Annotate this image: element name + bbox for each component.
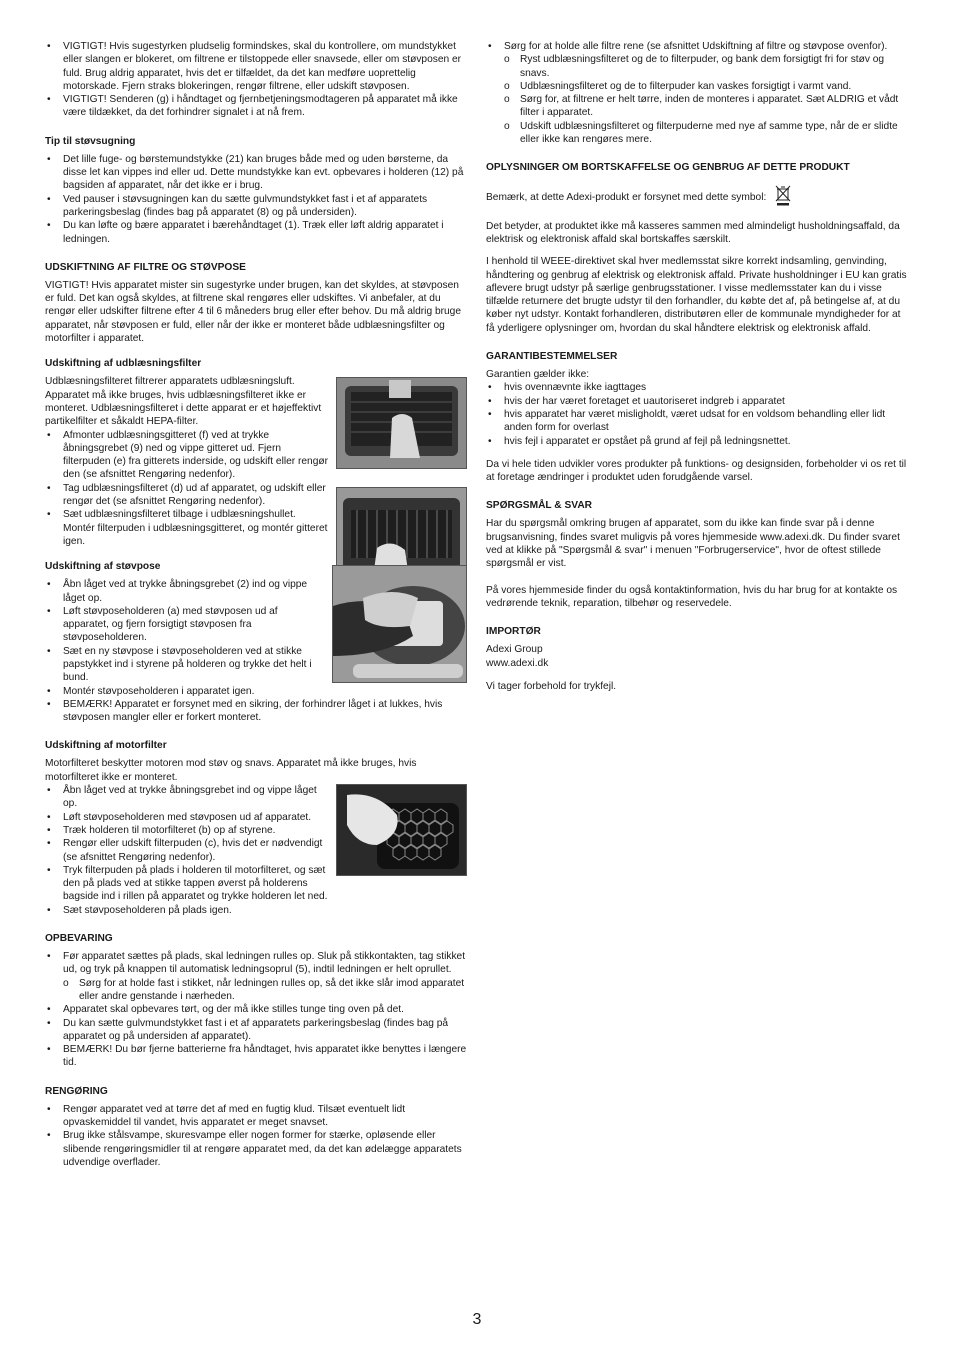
list-item: • Montér støvposeholderen i apparatet igen. <box>45 685 467 698</box>
list-item: • Du kan sætte gulvmundstykket fast i et af apparatets parkeringsbeslag (findes bag på apparatet og på undersiden af apparatet). <box>45 1017 467 1044</box>
list-item: • Afmonter udblæsningsgitteret (f) ved at trykke åbningsgrebet (9) ned og vippe gitteret ud. Fjern filterpuden (e) fra gitterets inderside, og udskift eller rengør den (se afsnittet Rengøring nedenfor). <box>45 429 467 482</box>
list-item: • Sæt en ny støvpose i støvposeholderen ved at stikke papstykket ind i styrene på holderen og trykke det helt i bund. <box>45 645 467 685</box>
filters-heading: UDSKIFTNING AF FILTRE OG STØVPOSE <box>45 261 246 273</box>
list-item: • Sæt udblæsningsfilteret tilbage i udblæsningshullet. Montér filterpuden i udblæsningsgitteret, og montér gitteret igen. <box>45 508 467 548</box>
qa-p2: På vores hjemmeside finder du også kontaktinformation, hvis du har brug for at kontakte os vedrørende teknik, reparation, tilbehør og reservedele. <box>486 584 898 609</box>
list-item: • Åbn låget ved at trykke åbningsgrebet ind og vippe låget op. <box>45 784 467 811</box>
storage-list-rest <box>45 1003 467 1069</box>
list-item: o Sørg for, at filtrene er helt tørre, inden de monteres i apparatet. Sæt ALDRIG et vådt filter i apparatet. <box>486 93 908 120</box>
list-item: • hvis der har været foretaget et uautoriseret indgreb i apparatet <box>486 395 908 408</box>
warranty-list <box>486 381 908 447</box>
list-item: • hvis ovennævnte ikke iagttages <box>486 381 908 394</box>
weee-bin-icon <box>775 184 791 210</box>
bag-heading: Udskiftning af støvpose <box>45 561 161 573</box>
storage-sublist <box>45 977 467 1004</box>
tip-heading: Tip til støvsugning <box>45 135 136 147</box>
exhaust-text: Udblæsningsfilteret filtrerer apparatets udblæsningsluft. Apparatet må ikke bruges, hvis udblæsningsfilteret ikke er monteret. Udblæsningsfilteret i dette apparat er et højeffektivt partikelfilter et såkaldt HEPA-filter. <box>45 376 322 428</box>
list-item: • Før apparatet sættes på plads, skal ledningen rulles op. Sluk på stikkontakten, tag stikket ud, og tryk på knappen til automatisk ledningsoprul (5), indtil ledningen er helt oprullet. <box>45 950 467 977</box>
warranty-heading: GARANTIBESTEMMELSER <box>486 351 618 363</box>
list-item: • Du kan løfte og bære apparatet i bærehåndtaget (1). Træk eller løft aldrig apparatet i ledningen. <box>45 219 467 246</box>
list-item: • BEMÆRK! Du bør fjerne batterierne fra håndtaget, hvis apparatet ikke benyttes i længere tid. <box>45 1043 467 1070</box>
list-item: • Sørg for at holde alle filtre rene (se afsnittet Udskiftning af filtre og støvpose ovenfor). <box>486 40 908 53</box>
bag-list <box>45 578 467 724</box>
exhaust-heading: Udskiftning af udblæsningsfilter <box>45 358 202 370</box>
qa-p1: Har du spørgsmål omkring brugen af apparatet, som du ikke kan finde svar på i denne brugsanvisning, findes svaret muligvis på vores hjemmeside www.adexi.dk. Du finder svaret ved at klikke på "Spørgsmål & svar" i menuen "Forbrugerservice", hvor de oftest stillede spørgsmål er vist. <box>486 518 900 570</box>
list-item: • Sæt støvposeholderen på plads igen. <box>45 904 467 917</box>
list-item: • Ved pauser i støvsugningen kan du sætte gulvmundstykket fast i et af apparatets parkeringsbeslag (findes bag på apparatet (8) og på undersiden). <box>45 193 467 220</box>
list-item: • Løft støvposeholderen (a) med støvposen ud af apparatet, og fjern forsigtigt støvposen fra støvposeholderen. <box>45 605 467 645</box>
motor-heading: Udskiftning af motorfilter <box>45 740 167 752</box>
list-item: • Rengør eller udskift filterpuden (c), hvis det er nødvendigt (se afsnittet Rengøring nedenfor). <box>45 837 467 864</box>
disposal-heading: OPLYSNINGER OM BORTSKAFFELSE OG GENBRUG AF DETTE PRODUKT <box>486 162 850 174</box>
filters-care-sublist <box>486 53 908 146</box>
list-item: • Åbn låget ved at trykke åbningsgrebet (2) ind og vippe låget op. <box>45 578 467 605</box>
list-item: o Udskift udblæsningsfilteret og filterpuderne med nye af samme type, når de er slidte eller ikke kan rengøres mere. <box>486 120 908 147</box>
importer-web: www.adexi.dk <box>486 657 549 669</box>
left-column <box>45 40 467 1169</box>
disposal-p2: I henhold til WEEE-direktivet skal hver medlemsstat sikre korrekt indsamling, genvinding, håndtering og genbrug af elektrisk og elektronisk affald. Private husholdninger i EU kan gratis aflevere brugt udstyr på særlige genbrugsstationer. I visse medlemsstater kan du i visse tilfælde returnere det brugte udstyr til den forhandler, du købte det af, på betingelse af, at du køber nyt udstyr. Kontakt forhandleren, distributøren eller de kommunale myndigheder for at få yderligere oplysninger om, hvordan du skal håndtere elektrisk og elektronisk affald. <box>486 256 907 334</box>
list-item: • Brug ikke stålsvampe, skuresvampe eller nogen former for stærke, opløsende eller slibende rengøringsmidler til at rengøre apparatet med, da det kan ødelægge apparatets udvendige overflader. <box>45 1129 467 1169</box>
list-item: • Det lille fuge- og børstemundstykke (21) kan bruges både med og uden børsterne, da disse let kan vippes ind eller ud. Dette mundstykke kan evt. opbevares i holderen (12) på bagsiden af apparatet, når det ikke er i brug. <box>45 153 467 193</box>
list-item: o Sørg for at holde fast i stikket, når ledningen rulles op, så det ikke slår imod apparatet eller andre genstande i nærheden. <box>45 977 467 1004</box>
list-item: o Udblæsningsfilteret og de to filterpuder kan vaskes forsigtigt i varmt vand. <box>486 80 908 93</box>
warranty-text: Da vi hele tiden udvikler vores produkter på funktions- og designsiden, forbeholder vi os ret til at foretage ændringer i produktet uden forudgående varsel. <box>486 458 907 484</box>
list-item: • Træk holderen til motorfilteret (b) op af styrene. <box>45 824 467 837</box>
importer-name: Adexi Group <box>486 644 543 656</box>
qa-heading: SPØRGSMÅL & SVAR <box>486 500 593 512</box>
motor-list <box>45 784 467 917</box>
right-column <box>486 40 908 702</box>
list-item: o Ryst udblæsningsfilteret og de to filterpuder, og bank dem forsigtigt fri for støv og snavs. <box>486 53 908 80</box>
list-item: • Tag udblæsningsfilteret (d) ud af apparatet, og udskift eller rengør det (se afsnittet Rengøring nedenfor). <box>45 482 467 509</box>
disposal-symbol-line <box>486 184 908 210</box>
list-item: • VIGTIGT! Senderen (g) i håndtaget og fjernbetjeningsmodtageren på apparatet må ikke være tildækket, da det forhindrer signalet i at nå frem. <box>45 93 467 120</box>
list-item: • Apparatet skal opbevares tørt, og der må ikke stilles tunge ting oven på det. <box>45 1003 467 1016</box>
cleaning-heading: RENGØRING <box>45 1085 108 1097</box>
tip-list <box>45 153 467 246</box>
motor-text: Motorfilteret beskytter motoren mod støv og snavs. Apparatet må ikke bruges, hvis motorfilteret ikke er monteret. <box>45 758 417 783</box>
filters-text: VIGTIGT! Hvis apparatet mister sin sugestyrke under brugen, kan det skyldes, at støvposen er fuld. Det kan også skyldes, at filtrene skal rengøres eller udskiftes. Vi anbefaler, at du rengør eller udskifter filtrene efter 4 til 6 måneders brug eller efter behov. Du må aldrig bruge apparatet, når støvposen er fuld, eller når der ikke er monteret både udblæsningsfilter og motorfilter i apparatet. <box>45 279 462 345</box>
list-item: • VIGTIGT! Hvis sugestyrken pludselig formindskes, skal du kontrollere, om mundstykket eller slangen er blokeret, om filtrene er tilstoppede eller snavsede, eller om støvposen er fuld. Brug aldrig apparatet, hvis det er tilfældet, da det kan medføre uoprettelig motorskade. Fjern straks blokeringen, rengør filtrene, eller udskift støvposen. <box>45 40 467 93</box>
filters-care-list <box>486 40 908 53</box>
list-item: • Løft støvposeholderen med støvposen ud af apparatet. <box>45 811 467 824</box>
storage-heading: OPBEVARING <box>45 933 113 945</box>
page-number: 3 <box>472 1311 482 1328</box>
exhaust-list <box>45 429 467 549</box>
storage-list <box>45 950 467 977</box>
disposal-symbol-text: Bemærk, at dette Adexi-produkt er forsynet med dette symbol: <box>486 192 767 204</box>
list-item: • BEMÆRK! Apparatet er forsynet med en sikring, der forhindrer låget i at lukkes, hvis støvposen mangler eller er forkert monteret. <box>45 698 467 725</box>
list-item: • Rengør apparatet ved at tørre det af med en fugtig klud. Tilsæt eventuelt lidt opvaskemiddel til vandet, hvis apparatet er meget snavset. <box>45 1103 467 1130</box>
cleaning-list <box>45 1103 467 1169</box>
list-item: • Tryk filterpuden på plads i holderen til motorfilteret, og sæt den på plads ved at stikke tappen øverst på holderens bagside ind i rillen på apparatet og trykke holderen let ned. <box>45 864 467 904</box>
warranty-intro: Garantien gælder ikke: <box>486 369 590 381</box>
intro-list <box>45 40 467 120</box>
list-item: • hvis fejl i apparatet er opstået på grund af fejl på ledningsnettet. <box>486 435 908 448</box>
disposal-p1: Det betyder, at produktet ikke må kasseres sammen med almindeligt husholdningsaffald, da elektrisk og elektronisk affald skal bortskaffes særskilt. <box>486 220 900 245</box>
importer-heading: IMPORTØR <box>486 626 541 638</box>
disclaimer: Vi tager forbehold for trykfejl. <box>486 680 617 692</box>
list-item: • hvis apparatet har været misligholdt, været udsat for en voldsom behandling eller lidt anden form for overlast <box>486 408 908 435</box>
